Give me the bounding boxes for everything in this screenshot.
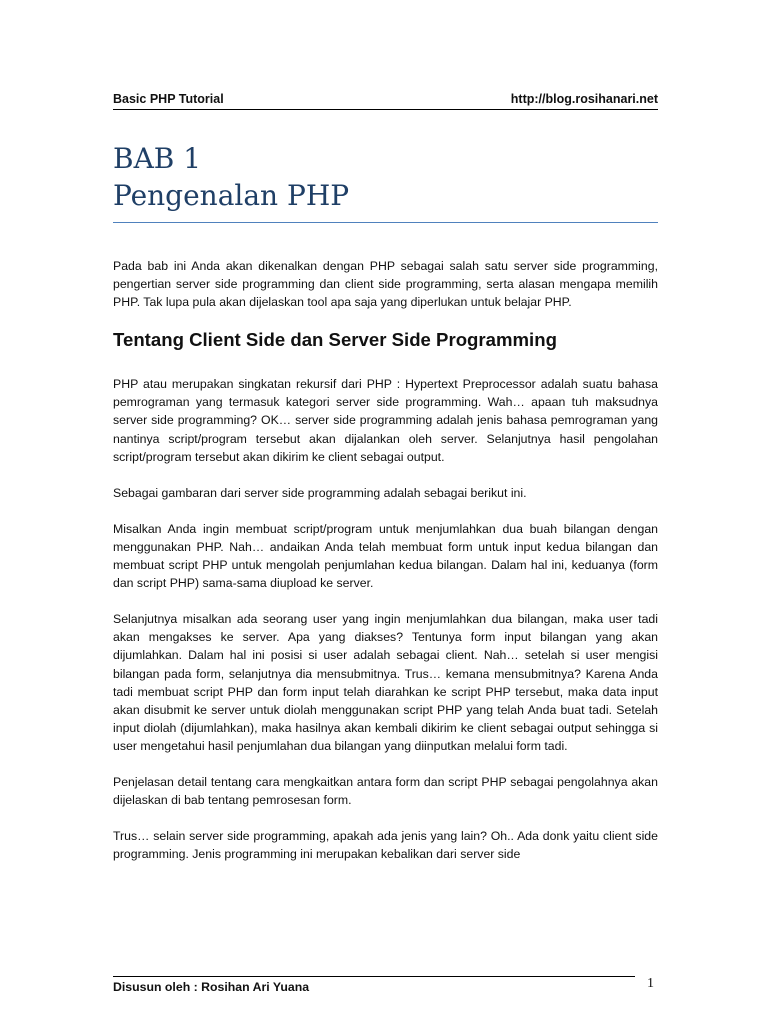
body-paragraph: Penjelasan detail tentang cara mengkaitkan antara form dan script PHP sebagai pengolahnya akan dijelaskan di bab tentang pemrosesan form. — [113, 774, 658, 808]
header-url: http://blog.rosihanari.net — [510, 92, 658, 106]
intro-paragraph: Pada bab ini Anda akan dikenalkan dengan PHP sebagai salah satu server side programming, pengertian server side programming dan client side programming, serta alasan mengapa memilih PHP. Tak lupa pula akan dijelaskan tool apa saja yang diperlukan untuk belajar PHP. — [113, 259, 658, 310]
page-number: 1 — [647, 976, 654, 991]
page-footer — [113, 976, 635, 994]
section-heading: Tentang Client Side dan Server Side Programming — [113, 329, 557, 351]
body-paragraph: Trus… selain server side programming, apakah ada jenis yang lain? Oh.. Ada donk yaitu client side programming. Jenis programming ini merupakan kebalikan dari server side — [113, 829, 658, 862]
body-paragraph: Sebagai gambaran dari server side programming adalah sebagai berikut ini. — [113, 485, 527, 500]
chapter-title: Pengenalan PHP — [113, 179, 350, 212]
footer-author: Disusun oleh : Rosihan Ari Yuana — [113, 980, 310, 994]
body-paragraph: Selanjutnya misalkan ada seorang user yang ingin menjumlahkan dua bilangan, maka user tadi akan mengakses ke server. Apa yang diakses? Tentunya form input bilangan yang akan dijumlahkan. Dalam hal ini posisi si user adalah sebagai client. Nah… setelah si user mengisi bilangan pada form, selanjutnya dia mensubmitnya. Trus… kemana mensubmitnya? Karena Anda tadi membuat script PHP dan form input telah diarahkan ke script PHP tersebut, maka data input akan disubmit ke server untuk diolah menggunakan script PHP yang telah Anda buat tadi. Setelah input diolah (dijumlahkan), maka hasilnya akan kembali dikirim ke client sebagai output sehingga si user mengetahui hasil penjumlahan dua bilangan yang diinputkan melalui form tadi. — [113, 612, 658, 753]
header-title: Basic PHP Tutorial — [113, 92, 224, 106]
body-paragraph: Misalkan Anda ingin membuat script/program untuk menjumlahkan dua buah bilangan dengan menggunakan PHP. Nah… andaikan Anda telah membuat form untuk input kedua bilangan dan membuat script PHP untuk mengolah penjumlahan kedua bilangan. Dalam hal ini, keduanya (form dan script PHP) sama-sama diupload ke server. — [113, 521, 658, 591]
page-header — [113, 92, 658, 110]
body-paragraph: PHP atau merupakan singkatan rekursif dari PHP : Hypertext Preprocessor adalah suatu bahasa pemrograman yang termasuk kategori server side programming. Wah… apaan tuh maksudnya server side programming? OK… server side programming adalah jenis bahasa pemrograman yang nantinya script/program tersebut akan dijalankan oleh server. Selanjutnya hasil pengolahan script/program tersebut akan dikirim ke client sebagai output. — [113, 377, 658, 464]
document-body — [113, 257, 658, 881]
chapter-number: BAB 1 — [113, 142, 202, 175]
chapter-heading — [113, 140, 658, 223]
